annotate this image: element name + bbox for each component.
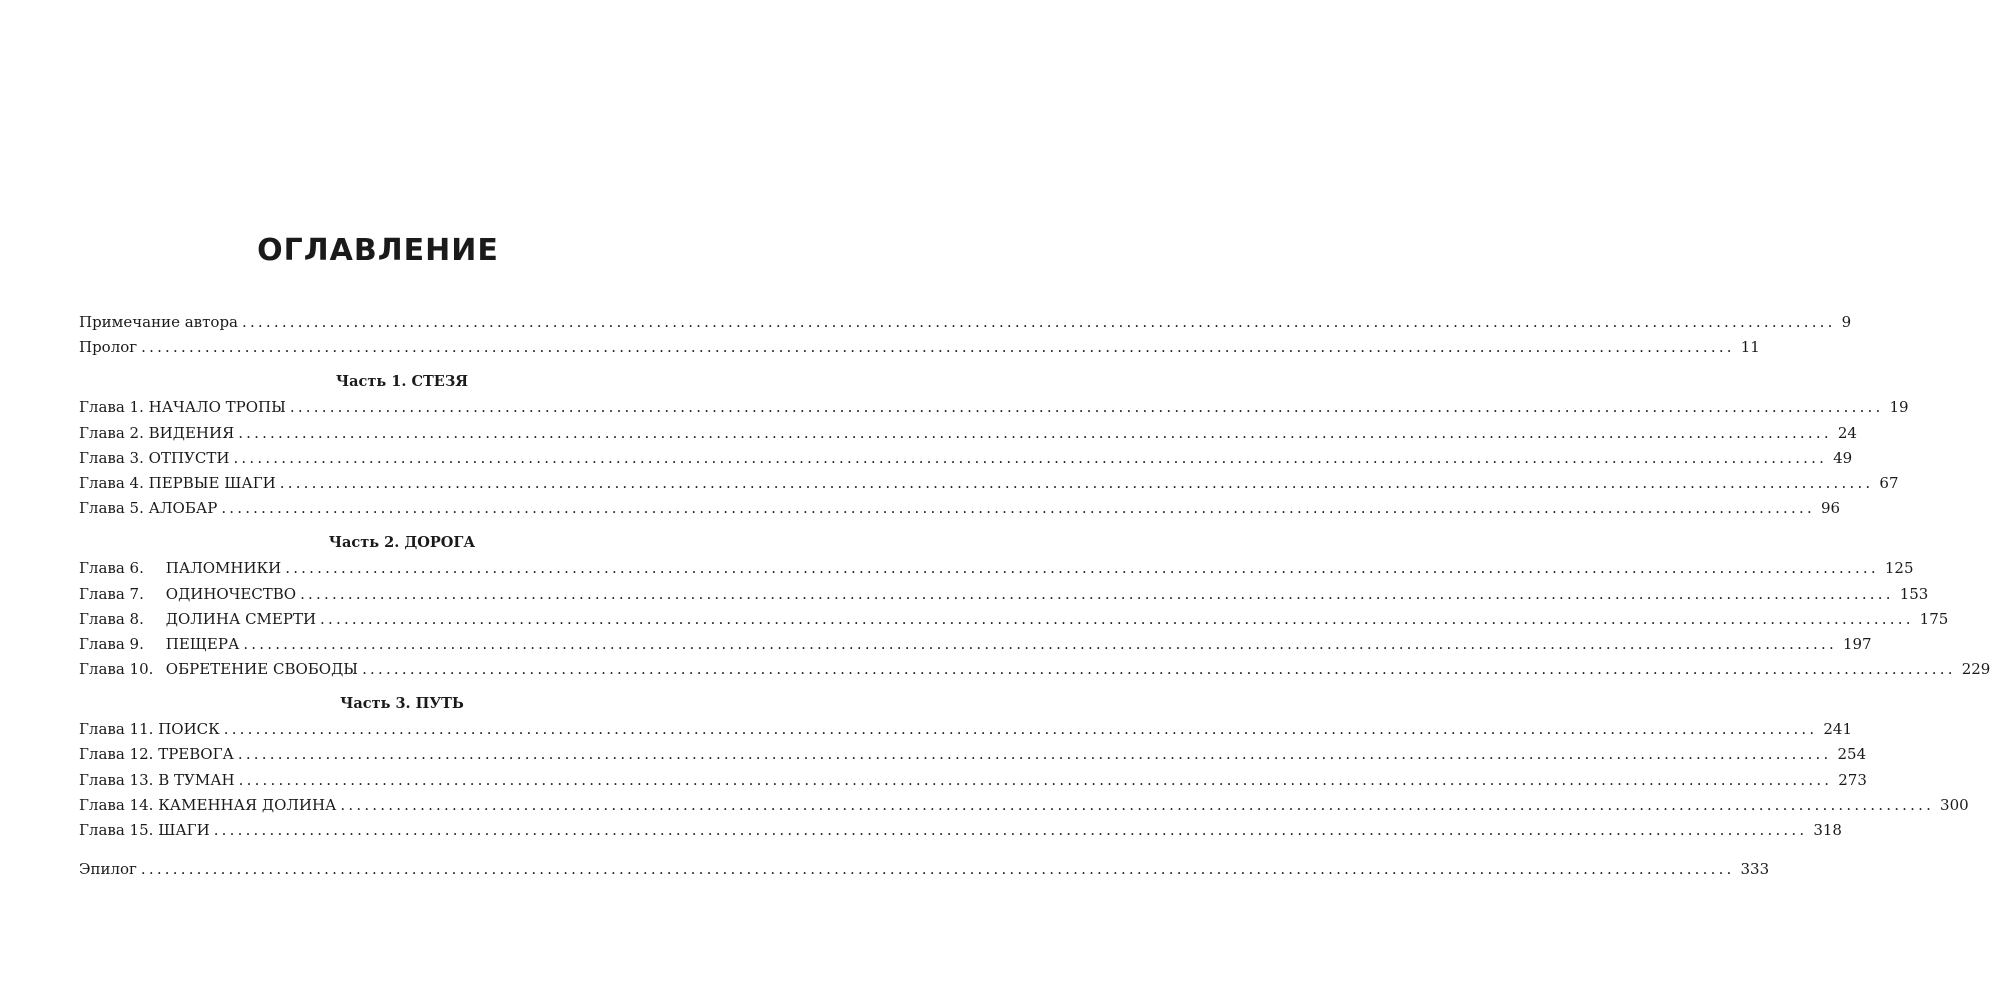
entry-label: [79, 421, 238, 446]
toc-entry-epilogue[interactable]: [79, 857, 1770, 882]
toc-entry-chapter-4[interactable]: [79, 471, 1899, 496]
dot-leader: ........................................................................................................................................................................................................: [221, 499, 1815, 518]
chapter-number: Глава 10.: [79, 660, 154, 679]
chapter-title: ОТПУСТИ: [148, 448, 230, 467]
chapter-number: Глава 11.: [79, 720, 154, 739]
page-number: 11: [1740, 338, 1760, 357]
entry-label: [79, 395, 290, 420]
dot-leader: ........................................................................................................................................................................................................: [289, 398, 1884, 417]
part-2-heading: Часть 2. ДОРОГА: [328, 534, 476, 552]
chapter-title: ДОЛИНА СМЕРТИ: [165, 609, 317, 628]
chapter-title: КАМЕННАЯ ДОЛИНА: [158, 795, 337, 814]
chapter-title: ВИДЕНИЯ: [148, 423, 235, 442]
page-number: 24: [1837, 423, 1857, 442]
chapter-number: Глава 4.: [79, 473, 144, 492]
chapter-number: Глава 15.: [79, 821, 154, 839]
entry-label: [79, 496, 221, 521]
chapter-title: ПАЛОМНИКИ: [165, 559, 282, 578]
chapter-number: Глава 2.: [79, 423, 144, 442]
dot-leader: ........................................................................................................................................................................................................: [223, 720, 1818, 739]
toc-entry-chapter-15[interactable]: [79, 818, 1842, 843]
page-title: ОГЛАВЛЕНИЕ: [257, 233, 499, 268]
toc-entry-chapter-12[interactable]: [79, 742, 1867, 767]
page-number: 67: [1879, 473, 1899, 492]
chapter-title: ТРЕВОГА: [158, 745, 234, 764]
dot-leader: ........................................................................................................................................................................................................: [233, 448, 1828, 467]
chapter-title: В ТУМАН: [158, 770, 235, 789]
page-number: 254: [1837, 745, 1867, 764]
spacer: [79, 843, 677, 857]
dot-leader: ........................................................................................................................................................................................................: [300, 584, 1894, 603]
page-number: 19: [1889, 398, 1909, 417]
entry-label: [79, 607, 320, 632]
chapter-number: Глава 7.: [79, 584, 144, 603]
chapter-number: Глава 13.: [79, 770, 154, 789]
dot-leader: ........................................................................................................................................................................................................: [213, 821, 1808, 839]
dot-leader: ........................................................................................................................................................................................................: [362, 660, 1956, 679]
entry-label: [79, 582, 300, 607]
toc-entry-author-note[interactable]: [79, 310, 1852, 335]
dot-leader: ........................................................................................................................................................................................................: [237, 745, 1832, 764]
page-number: 125: [1884, 559, 1914, 578]
toc-entry-chapter-13[interactable]: [79, 768, 1867, 793]
page-number: 318: [1813, 821, 1842, 839]
dot-leader: ........................................................................................................................................................................................................: [238, 770, 1833, 789]
dot-leader: ........................................................................................................................................................................................................: [243, 634, 1837, 653]
chapter-title: ПЕРВЫЕ ШАГИ: [148, 473, 276, 492]
entry-label: [79, 742, 238, 767]
part-1-heading: Часть 1. СТЕЗЯ: [335, 373, 469, 391]
toc-entry-chapter-3[interactable]: [79, 446, 1853, 471]
chapter-number: Глава 6.: [79, 559, 144, 578]
toc-entry-chapter-10[interactable]: [79, 657, 1990, 682]
toc-entry-prologue[interactable]: [79, 335, 1760, 360]
entry-label: Эпилог: [79, 860, 137, 879]
chapter-title: ПЕЩЕРА: [165, 634, 240, 653]
chapter-number: Глава 8.: [79, 609, 144, 628]
page-number: 153: [1899, 584, 1929, 603]
page-number: 197: [1842, 634, 1872, 653]
chapter-number: Глава 14.: [79, 795, 154, 814]
dot-leader: ........................................................................................................................................................................................................: [285, 559, 1879, 578]
chapter-number: Глава 3.: [79, 448, 144, 467]
page-number: 300: [1940, 795, 1969, 814]
dot-leader: ........................................................................................................................................................................................................: [340, 795, 1935, 814]
entry-label: [79, 632, 243, 657]
dot-leader: ........................................................................................................................................................................................................: [320, 609, 1914, 628]
dot-leader: ........................................................................................................................................................................................................: [279, 473, 1874, 492]
chapter-title: ОДИНОЧЕСТВО: [165, 584, 297, 603]
entry-label: [79, 793, 340, 818]
entry-label: [79, 657, 362, 682]
entry-label: [79, 471, 280, 496]
toc-entry-chapter-2[interactable]: [79, 421, 1857, 446]
page-number: 175: [1919, 609, 1949, 628]
dot-leader: ........................................................................................................................................................................................................: [242, 313, 1836, 331]
entry-label: Пролог: [79, 338, 138, 357]
toc-entry-chapter-14[interactable]: [79, 793, 1969, 818]
dot-leader: ........................................................................................................................................................................................................: [140, 860, 1735, 879]
page-number: 229: [1961, 660, 1990, 679]
entry-label: Примечание автора: [79, 313, 238, 331]
toc-entry-chapter-5[interactable]: [79, 496, 1841, 521]
dot-leader: ........................................................................................................................................................................................................: [141, 338, 1735, 357]
page-number: 49: [1833, 448, 1853, 467]
entry-label: [79, 446, 233, 471]
chapter-number: Глава 9.: [79, 634, 144, 653]
part-3-heading: Часть 3. ПУТЬ: [340, 695, 464, 713]
page-number: 273: [1838, 770, 1867, 789]
entry-label: [79, 768, 239, 793]
chapter-title: ОБРЕТЕНИЕ СВОБОДЫ: [165, 660, 359, 679]
entry-label: [79, 818, 214, 843]
toc-entry-chapter-1[interactable]: [79, 395, 1909, 420]
toc-entry-chapter-9[interactable]: [79, 632, 1872, 657]
chapter-number: Глава 5.: [79, 499, 144, 518]
page-number: 333: [1740, 860, 1770, 879]
toc-entry-chapter-11[interactable]: [79, 717, 1853, 742]
entry-label: [79, 717, 224, 742]
chapter-title: НАЧАЛО ТРОПЫ: [148, 398, 286, 417]
dot-leader: ........................................................................................................................................................................................................: [238, 423, 1832, 442]
chapter-number: Глава 12.: [79, 745, 154, 764]
page-number: 9: [1841, 313, 1852, 331]
chapter-title: ПОИСК: [158, 720, 220, 739]
chapter-title: АЛОБАР: [148, 499, 218, 518]
entry-label: [79, 556, 285, 581]
chapter-number: Глава 1.: [79, 398, 144, 417]
chapter-title: ШАГИ: [158, 821, 210, 839]
toc-entry-chapter-6[interactable]: [79, 556, 1914, 581]
page-number: 241: [1823, 720, 1853, 739]
toc-entry-chapter-8[interactable]: [79, 607, 1949, 632]
page-number: 96: [1820, 499, 1841, 518]
table-of-contents: [79, 310, 1990, 882]
toc-entry-chapter-7[interactable]: [79, 582, 1929, 607]
